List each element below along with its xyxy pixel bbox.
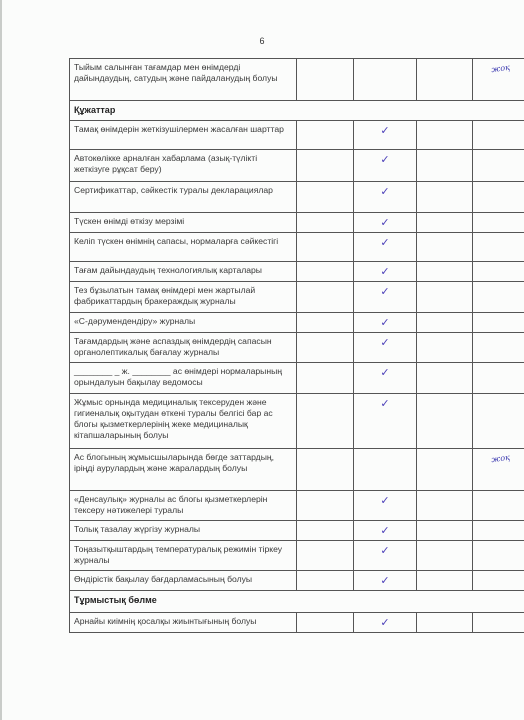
answer-cell-3	[417, 521, 473, 541]
checklist-table	[69, 58, 524, 633]
check-mark-icon: ✓	[380, 125, 390, 137]
check-mark-icon: ✓	[380, 575, 390, 587]
answer-cell-2	[354, 333, 417, 363]
answer-cell-1	[297, 571, 354, 591]
checklist-row	[70, 394, 524, 449]
answer-cell-4	[473, 59, 524, 101]
checklist-row	[70, 59, 524, 101]
checklist-row	[70, 491, 524, 521]
answer-cell-1	[297, 333, 354, 363]
answer-cell-3	[417, 233, 473, 262]
answer-cell-1	[297, 233, 354, 262]
answer-cell-4	[473, 521, 524, 541]
check-mark-icon: ✓	[380, 398, 390, 410]
answer-cell-3	[417, 182, 473, 213]
checklist-row	[70, 333, 524, 363]
checklist-row	[70, 150, 524, 182]
row-label: Ас блогының жұмысшыларында бөгде заттардың, іріңді аурулардың және жаралардың болуы	[70, 449, 297, 491]
answer-cell-4	[473, 262, 524, 282]
checklist-row	[70, 313, 524, 333]
row-label: ________ _ ж. ________ ас өнімдері нормаларының орындалуын бақылау ведомосы	[70, 363, 297, 394]
answer-cell-1	[297, 363, 354, 394]
answer-cell-2	[354, 449, 417, 491]
page-number: 6	[259, 36, 265, 46]
section-title: Тұрмыстық бөлме	[70, 591, 524, 613]
answer-cell-4	[473, 363, 524, 394]
checklist-row	[70, 613, 524, 633]
check-mark-icon: ✓	[380, 266, 390, 278]
row-label: Тоңазытқыштардың температуралық режимін тіркеу журналы	[70, 541, 297, 571]
answer-cell-2	[354, 363, 417, 394]
handwritten-note: жоқ	[490, 62, 511, 75]
answer-cell-1	[297, 121, 354, 150]
answer-cell-2	[354, 150, 417, 182]
answer-cell-2	[354, 571, 417, 591]
check-mark-icon: ✓	[380, 495, 390, 507]
answer-cell-3	[417, 541, 473, 571]
answer-cell-3	[417, 491, 473, 521]
answer-cell-1	[297, 213, 354, 233]
check-mark-icon: ✓	[380, 617, 390, 629]
row-label: Өндірістік бақылау бағдарламасының болуы	[70, 571, 297, 591]
answer-cell-2	[354, 394, 417, 449]
row-label: «С-дәрумендендіру» журналы	[70, 313, 297, 333]
answer-cell-2	[354, 491, 417, 521]
answer-cell-2	[354, 313, 417, 333]
row-label: Тыйым салынған тағамдар мен өнімдерді дайындаудың, сатудың және пайдаланудың болуы	[70, 59, 297, 101]
answer-cell-4	[473, 121, 524, 150]
answer-cell-1	[297, 491, 354, 521]
row-label: Келіп түскен өнімнің сапасы, нормаларға сәйкестігі	[70, 233, 297, 262]
answer-cell-2	[354, 233, 417, 262]
answer-cell-3	[417, 394, 473, 449]
answer-cell-1	[297, 262, 354, 282]
row-label: Түскен өнімді өткізу мерзімі	[70, 213, 297, 233]
answer-cell-4	[473, 313, 524, 333]
answer-cell-4	[473, 233, 524, 262]
answer-cell-3	[417, 213, 473, 233]
answer-cell-4	[473, 213, 524, 233]
answer-cell-4	[473, 449, 524, 491]
answer-cell-1	[297, 182, 354, 213]
answer-cell-4	[473, 571, 524, 591]
checklist-row	[70, 363, 524, 394]
row-label: Тамақ өнімдерін жеткізушілермен жасалған шарттар	[70, 121, 297, 150]
checklist-row	[70, 182, 524, 213]
answer-cell-1	[297, 59, 354, 101]
answer-cell-1	[297, 313, 354, 333]
answer-cell-2	[354, 59, 417, 101]
handwritten-note: жоқ	[490, 452, 511, 465]
answer-cell-4	[473, 150, 524, 182]
answer-cell-2	[354, 182, 417, 213]
answer-cell-1	[297, 613, 354, 633]
check-mark-icon: ✓	[380, 337, 390, 349]
answer-cell-3	[417, 150, 473, 182]
answer-cell-2	[354, 262, 417, 282]
row-label: Тез бұзылатын тамақ өнімдері мен жартылай фабрикаттардың бракераждық журналы	[70, 282, 297, 313]
checklist-row	[70, 541, 524, 571]
answer-cell-1	[297, 541, 354, 571]
checklist-row	[70, 213, 524, 233]
answer-cell-2	[354, 521, 417, 541]
answer-cell-1	[297, 394, 354, 449]
check-mark-icon: ✓	[380, 154, 390, 166]
answer-cell-3	[417, 59, 473, 101]
answer-cell-4	[473, 282, 524, 313]
answer-cell-3	[417, 449, 473, 491]
row-label: Жұмыс орнында медициналық тексеруден және гигиеналық оқытудан өткені туралы белгісі бар ас блогы қызметкерлерінің жеке медициналық кітапшаларының болуы	[70, 394, 297, 449]
row-label: Арнайы киімнің қосалқы жиынтығының болуы	[70, 613, 297, 633]
check-mark-icon: ✓	[380, 217, 390, 229]
answer-cell-1	[297, 449, 354, 491]
answer-cell-4	[473, 613, 524, 633]
section-header-row	[70, 591, 524, 613]
section-title: Құжаттар	[70, 101, 524, 121]
check-mark-icon: ✓	[380, 237, 390, 249]
check-mark-icon: ✓	[380, 367, 390, 379]
check-mark-icon: ✓	[380, 186, 390, 198]
answer-cell-4	[473, 491, 524, 521]
answer-cell-3	[417, 121, 473, 150]
section-header-row	[70, 101, 524, 121]
answer-cell-1	[297, 521, 354, 541]
answer-cell-2	[354, 282, 417, 313]
answer-cell-1	[297, 282, 354, 313]
answer-cell-3	[417, 363, 473, 394]
answer-cell-4	[473, 394, 524, 449]
answer-cell-3	[417, 571, 473, 591]
check-mark-icon: ✓	[380, 525, 390, 537]
check-mark-icon: ✓	[380, 317, 390, 329]
answer-cell-2	[354, 541, 417, 571]
answer-cell-4	[473, 333, 524, 363]
checklist-row	[70, 521, 524, 541]
check-mark-icon: ✓	[380, 545, 390, 557]
answer-cell-3	[417, 262, 473, 282]
answer-cell-4	[473, 541, 524, 571]
answer-cell-4	[473, 182, 524, 213]
answer-cell-2	[354, 213, 417, 233]
answer-cell-2	[354, 121, 417, 150]
answer-cell-1	[297, 150, 354, 182]
row-label: Тағам дайындаудың технологиялық карталары	[70, 262, 297, 282]
row-label: «Денсаулық» журналы ас блогы қызметкерлерін тексеру нәтижелері туралы	[70, 491, 297, 521]
answer-cell-2	[354, 613, 417, 633]
answer-cell-3	[417, 313, 473, 333]
checklist-row	[70, 571, 524, 591]
row-label: Автокөлікке арналған хабарлама (азық-түлікті жеткізуге рұқсат беру)	[70, 150, 297, 182]
checklist-row	[70, 233, 524, 262]
row-label: Толық тазалау жүргізу журналы	[70, 521, 297, 541]
check-mark-icon: ✓	[380, 286, 390, 298]
answer-cell-3	[417, 613, 473, 633]
answer-cell-3	[417, 333, 473, 363]
answer-cell-3	[417, 282, 473, 313]
row-label: Тағамдардың және аспаздық өнімдердің сапасын органолептикалық бағалау журналы	[70, 333, 297, 363]
row-label: Сертификаттар, сәйкестік туралы декларациялар	[70, 182, 297, 213]
scan-edge	[0, 0, 2, 720]
checklist-row	[70, 449, 524, 491]
checklist-row	[70, 262, 524, 282]
checklist-row	[70, 282, 524, 313]
checklist-row	[70, 121, 524, 150]
